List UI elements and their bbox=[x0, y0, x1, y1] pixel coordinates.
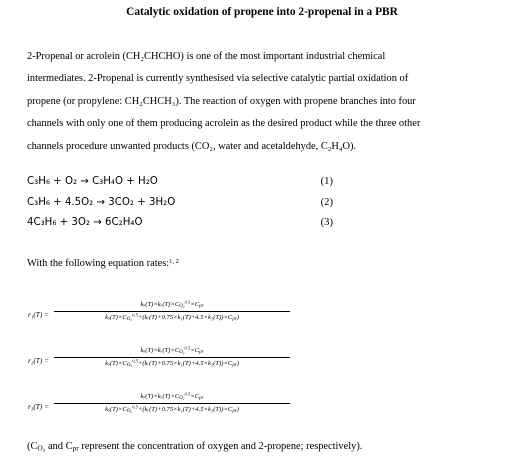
equation-2 bbox=[27, 197, 497, 213]
document-title: Catalytic oxidation of propene into 2-propenal in a PBR bbox=[126, 6, 398, 18]
concentration-note: ($C_{O_2}$ and $C_{pr}$ represent the concentration of oxygen and 2-propene; respectively). bbox=[27, 441, 363, 453]
paragraph-line-1: 2-Propenal or acrolein (CH₂CHCHO) is one of the most important industrial chemical bbox=[27, 51, 386, 62]
fraction-bar bbox=[54, 311, 290, 312]
paragraph-line-4: channels with only one of them producing acrolein as the desired product while the three other bbox=[27, 118, 421, 130]
intro-paragraph bbox=[27, 46, 499, 158]
fraction-bar bbox=[54, 357, 290, 358]
rate-lhs: r₃(T) = bbox=[28, 402, 50, 411]
rates-intro bbox=[27, 258, 179, 269]
rate-denominator: $k_o(T)\times C_{O_2}^{0.5}+(kᵣ(T)+0.75\times k_1(T)+4.5\times k_2(T))\times C_{pr}$) bbox=[105, 404, 239, 415]
fraction-bar bbox=[54, 403, 290, 404]
reference-superscript: 1, 2 bbox=[169, 257, 179, 265]
rate-equation-3 bbox=[28, 389, 488, 429]
equation-1 bbox=[27, 176, 497, 192]
rate-lhs: r₁(T) = bbox=[28, 310, 50, 319]
paragraph-line-2: intermediates. 2-Propenal is currently synthesised via selective catalytic partial oxidation of bbox=[27, 73, 409, 85]
rate-fraction bbox=[54, 346, 290, 369]
rate-denominator: $k_o(T)\times C_{O_2}^{0.5}+(kᵣ(T)+0.75\times k_1(T)+4.5\times k_2(T))\times C_{pr}$) bbox=[105, 358, 239, 369]
equation-expression: 4C₃H₆ + 3O₂ → 6C₂H₄O bbox=[27, 217, 143, 228]
equation-number: (3) bbox=[320, 217, 333, 228]
equation-3 bbox=[27, 217, 497, 233]
rate-numerator: $k_o(T)\times kᵣ(T)\times C_{O_2}^{0.5}\times C_{pr}$ bbox=[140, 345, 204, 356]
rate-fraction bbox=[54, 392, 290, 415]
rate-numerator: $k_o(T)\times kᵣ(T)\times C_{O_2}^{0.5}\times C_{pr}$ bbox=[140, 391, 204, 402]
rate-denominator: $k_o(T)\times C_{O_2}^{0.5}+(kᵣ(T)+0.75\times k_1(T)+4.5\times k_2(T))\times C_{pr}$) bbox=[105, 312, 239, 323]
paragraph-line-5: channels procedure unwanted products (CO₂, water and acetaldehyde, C₂H₄O). bbox=[27, 140, 357, 152]
rate-equation-1 bbox=[28, 297, 488, 337]
rate-equation-2 bbox=[28, 343, 488, 383]
equation-expression: C₃H₆ + 4.5O₂ → 3CO₂ + 3H₂O bbox=[27, 197, 176, 208]
equation-number: (1) bbox=[320, 176, 333, 187]
equation-number: (2) bbox=[320, 197, 333, 208]
rates-intro-text: With the following equation rates: bbox=[27, 258, 170, 269]
paragraph-line-3: propene (or propylene: CH₂CHCH₃). The reaction of oxygen with propene branches into four bbox=[27, 95, 416, 107]
rate-lhs: r₂(T) = bbox=[28, 356, 50, 365]
rate-numerator: $k_o(T)\times kᵣ(T)\times C_{O_2}^{0.5}\times C_{pr}$ bbox=[140, 299, 204, 310]
rate-fraction bbox=[54, 300, 290, 323]
equation-expression: C₃H₆ + O₂ → C₃H₄O + H₂O bbox=[27, 176, 158, 187]
